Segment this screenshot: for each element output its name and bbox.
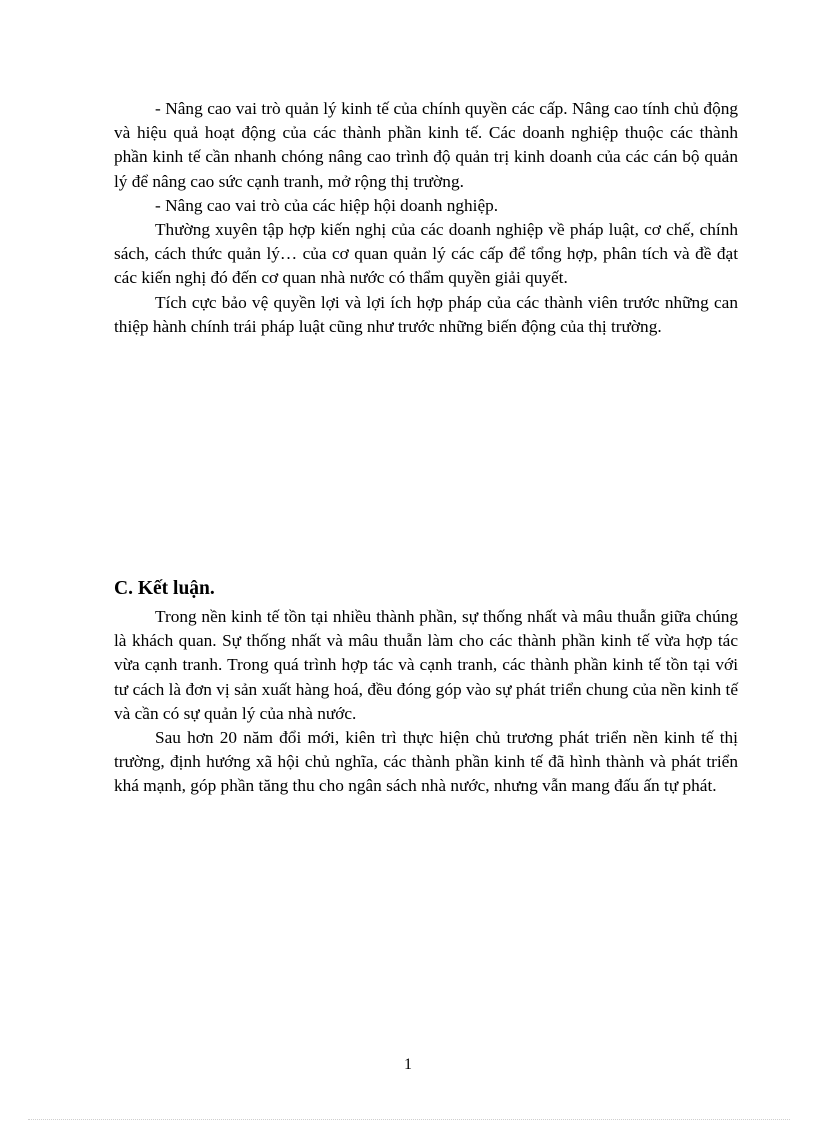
paragraph-conclusion-2: Sau hơn 20 năm đổi mới, kiên trì thực hiện chủ trương phát triển nền kinh tế thị trường, định hướng xã hội chủ nghĩa, các thành phần kinh tế đã hình thành và phát triển khá mạnh, góp phần tăng thu cho ngân sách nhà nước, nhưng vẫn mang đấu ấn tự phát. [114,728,738,796]
paragraph-state-management: - Nâng cao vai trò quản lý kinh tế của chính quyền các cấp. Nâng cao tính chủ động và hiệu quả hoạt động của các thành phần kinh tế. Các doanh nghiệp thuộc các thành phần kinh tế cần nhanh chóng nâng cao trình độ quản trị kinh doanh của các cán bộ quản lý để nâng cao sức cạnh tranh, mở rộng thị trường. [114,99,738,191]
conclusion-heading: C. Kết luận. [114,578,215,599]
paragraph-collect-recommendations: Thường xuyên tập hợp kiến nghị của các doanh nghiệp về pháp luật, cơ chế, chính sách, cách thức quản lý… của cơ quan quản lý các cấp để tổng hợp, phân tích và đề đạt các kiến nghị đó đến cơ quan nhà nước có thẩm quyền giải quyết. [114,220,738,288]
paragraph-conclusion-1: Trong nền kinh tế tồn tại nhiều thành phần, sự thống nhất và mâu thuẫn giữa chúng là khách quan. Sự thống nhất và mâu thuẫn làm cho các thành phần kinh tế vừa hợp tác vừa cạnh tranh. Trong quá trình hợp tác và cạnh tranh, các thành phần kinh tế tồn tại với tư cách là đơn vị sản xuất hàng hoá, đều đóng góp vào sự phát triển chung của nền kinh tế và cần có sự quản lý của nhà nước. [114,607,738,723]
page-number: 1 [404,1056,412,1073]
paragraph-protect-rights: Tích cực bảo vệ quyền lợi và lợi ích hợp pháp của các thành viên trước những can thiệp hành chính trái pháp luật cũng như trước những biến động của thị trường. [114,292,738,336]
page-bottom-border [28,1119,790,1120]
paragraph-business-associations: - Nâng cao vai trò của các hiệp hội doanh nghiệp. [155,195,499,215]
conclusion-section [114,576,738,799]
recommendations-section [114,97,738,339]
